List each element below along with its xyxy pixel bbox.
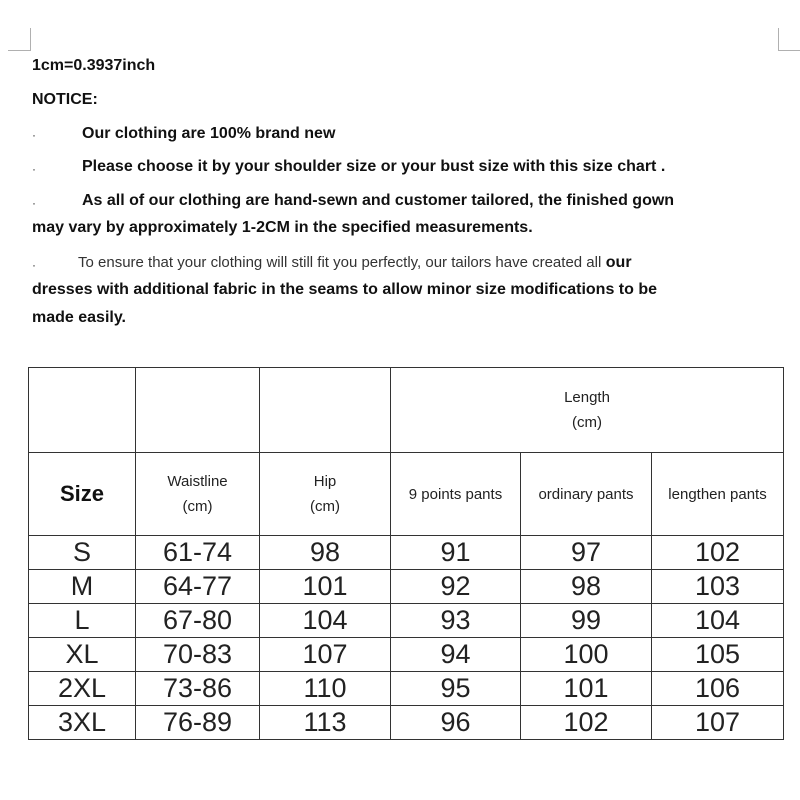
table-row (29, 570, 784, 604)
lengthen-cell: 106 (652, 672, 784, 706)
empty-header-cell (260, 368, 391, 453)
lengthen-cell: 103 (652, 570, 784, 604)
hip-cell: 113 (260, 706, 391, 740)
table-row (29, 604, 784, 638)
waistline-column-header (136, 453, 260, 536)
ordinary-cell: 101 (521, 672, 652, 706)
hip-cell: 110 (260, 672, 391, 706)
notice-item-text: To ensure that your clothing will still fit you perfectly, our tailors have created all (78, 254, 602, 271)
size-cell: 2XL (29, 672, 136, 706)
waistline-cell: 67-80 (136, 604, 260, 638)
nine-points-cell: 93 (391, 604, 521, 638)
bullet-icon: · (32, 258, 36, 272)
ordinary-cell: 97 (521, 536, 652, 570)
table-row (29, 536, 784, 570)
table-row (29, 638, 784, 672)
hip-cell: 104 (260, 604, 391, 638)
hip-cell: 98 (260, 536, 391, 570)
size-cell: M (29, 570, 136, 604)
lengthen-cell: 105 (652, 638, 784, 672)
empty-header-cell (29, 368, 136, 453)
hip-column-header (260, 453, 391, 536)
ordinary-cell: 102 (521, 706, 652, 740)
waistline-cell: 73-86 (136, 672, 260, 706)
nine-points-cell: 96 (391, 706, 521, 740)
notice-item (78, 254, 632, 272)
size-column-header: Size (29, 453, 136, 536)
size-chart-table (28, 367, 784, 740)
notice-item: Our clothing are 100% brand new (82, 125, 336, 142)
length-header-unit: (cm) (572, 414, 602, 431)
nine-points-cell: 92 (391, 570, 521, 604)
bullet-icon: · (32, 128, 36, 142)
size-cell: XL (29, 638, 136, 672)
waistline-unit: (cm) (182, 498, 213, 515)
hip-label: Hip (313, 473, 337, 490)
page-corner-mark-right (778, 28, 800, 51)
size-cell: L (29, 604, 136, 638)
waistline-label: Waistline (167, 473, 228, 490)
ordinary-cell: 98 (521, 570, 652, 604)
unit-conversion: 1cm=0.3937inch (32, 57, 156, 74)
nine-points-pants-header: 9 points pants (391, 453, 521, 536)
lengthen-cell: 102 (652, 536, 784, 570)
notice-item-continuation: may vary by approximately 1-2CM in the specified measurements. (32, 219, 533, 236)
page-corner-mark-left (8, 28, 31, 51)
empty-header-cell (136, 368, 260, 453)
notice-heading: NOTICE: (32, 91, 98, 108)
ordinary-pants-header: ordinary pants (521, 453, 652, 536)
waistline-cell: 70-83 (136, 638, 260, 672)
length-header-label: Length (564, 389, 610, 406)
nine-points-cell: 94 (391, 638, 521, 672)
waistline-cell: 76-89 (136, 706, 260, 740)
notice-item: Please choose it by your shoulder size or your bust size with this size chart . (82, 158, 666, 175)
hip-unit: (cm) (310, 498, 340, 515)
notice-item-continuation: dresses with additional fabric in the seams to allow minor size modifications to be (32, 281, 658, 298)
table-row (29, 706, 784, 740)
size-cell: 3XL (29, 706, 136, 740)
length-group-header (391, 368, 784, 453)
notice-item-continuation: made easily. (32, 309, 126, 326)
waistline-cell: 64-77 (136, 570, 260, 604)
bullet-icon: · (32, 162, 36, 176)
notice-item-text-bold: our (605, 254, 632, 271)
ordinary-cell: 100 (521, 638, 652, 672)
bullet-icon: · (32, 196, 36, 210)
size-cell: S (29, 536, 136, 570)
ordinary-cell: 99 (521, 604, 652, 638)
lengthen-cell: 104 (652, 604, 784, 638)
nine-points-cell: 95 (391, 672, 521, 706)
lengthen-cell: 107 (652, 706, 784, 740)
nine-points-cell: 91 (391, 536, 521, 570)
hip-cell: 101 (260, 570, 391, 604)
table-row (29, 672, 784, 706)
notice-item: As all of our clothing are hand-sewn and customer tailored, the finished gown (82, 192, 675, 209)
hip-cell: 107 (260, 638, 391, 672)
waistline-cell: 61-74 (136, 536, 260, 570)
lengthen-pants-header: lengthen pants (652, 453, 784, 536)
